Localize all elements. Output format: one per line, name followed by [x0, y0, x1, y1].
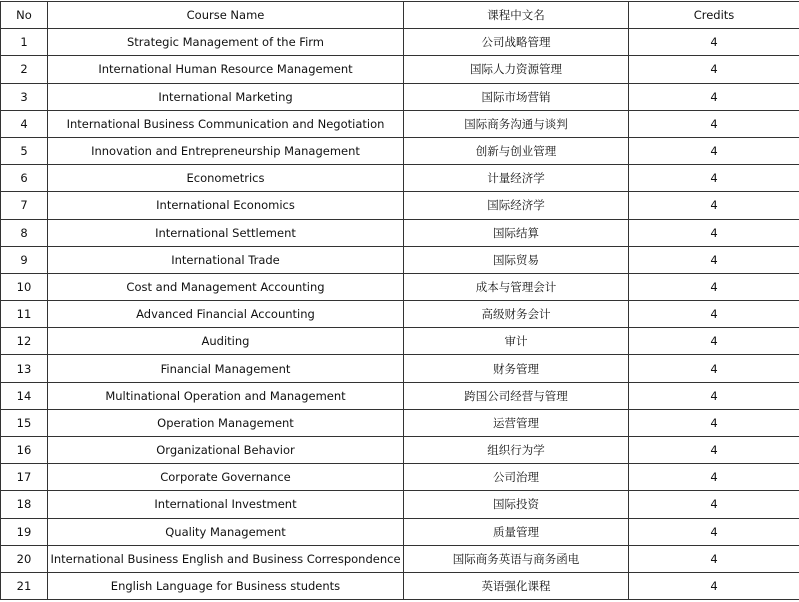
header-chinese-name: 课程中文名 [404, 2, 629, 29]
cell-credits: 4 [629, 301, 799, 328]
header-no: No [1, 2, 48, 29]
cell-chinese-name: 审计 [404, 328, 629, 355]
cell-credits: 4 [629, 165, 799, 192]
table-row [1, 56, 799, 83]
cell-course-name: Corporate Governance [48, 464, 404, 491]
cell-credits: 4 [629, 110, 799, 137]
cell-course-name: Cost and Management Accounting [48, 273, 404, 300]
table-row [1, 273, 799, 300]
cell-course-name: International Business Communication and Negotiation [48, 110, 404, 137]
cell-course-name: International Economics [48, 192, 404, 219]
cell-no: 2 [1, 56, 48, 83]
cell-course-name: English Language for Business students [48, 572, 404, 599]
cell-chinese-name: 质量管理 [404, 518, 629, 545]
cell-no: 17 [1, 464, 48, 491]
cell-credits: 4 [629, 137, 799, 164]
table-row [1, 409, 799, 436]
cell-no: 7 [1, 192, 48, 219]
table-row [1, 545, 799, 572]
cell-credits: 4 [629, 518, 799, 545]
cell-course-name: Organizational Behavior [48, 437, 404, 464]
header-credits: Credits [629, 2, 799, 29]
cell-no: 10 [1, 273, 48, 300]
cell-chinese-name: 国际市场营销 [404, 83, 629, 110]
table-row [1, 110, 799, 137]
cell-credits: 4 [629, 382, 799, 409]
cell-no: 14 [1, 382, 48, 409]
cell-no: 13 [1, 355, 48, 382]
table-row [1, 192, 799, 219]
cell-course-name: Financial Management [48, 355, 404, 382]
cell-course-name: International Business English and Business Correspondence [48, 545, 404, 572]
cell-no: 19 [1, 518, 48, 545]
cell-chinese-name: 跨国公司经营与管理 [404, 382, 629, 409]
cell-chinese-name: 计量经济学 [404, 165, 629, 192]
table-row [1, 328, 799, 355]
cell-no: 11 [1, 301, 48, 328]
cell-chinese-name: 国际商务英语与商务函电 [404, 545, 629, 572]
cell-credits: 4 [629, 83, 799, 110]
cell-credits: 4 [629, 246, 799, 273]
cell-no: 9 [1, 246, 48, 273]
cell-chinese-name: 财务管理 [404, 355, 629, 382]
course-table [0, 1, 799, 600]
cell-course-name: Advanced Financial Accounting [48, 301, 404, 328]
cell-credits: 4 [629, 56, 799, 83]
cell-chinese-name: 国际经济学 [404, 192, 629, 219]
cell-no: 5 [1, 137, 48, 164]
cell-chinese-name: 成本与管理会计 [404, 273, 629, 300]
cell-no: 1 [1, 29, 48, 56]
table-header [1, 2, 799, 29]
cell-chinese-name: 国际人力资源管理 [404, 56, 629, 83]
cell-no: 20 [1, 545, 48, 572]
cell-no: 3 [1, 83, 48, 110]
table-row [1, 382, 799, 409]
table-row [1, 83, 799, 110]
table-row [1, 572, 799, 599]
header-row [1, 2, 799, 29]
cell-course-name: Innovation and Entrepreneurship Management [48, 137, 404, 164]
cell-credits: 4 [629, 273, 799, 300]
table-row [1, 518, 799, 545]
cell-course-name: International Settlement [48, 219, 404, 246]
cell-credits: 4 [629, 328, 799, 355]
cell-no: 16 [1, 437, 48, 464]
cell-chinese-name: 组织行为学 [404, 437, 629, 464]
cell-credits: 4 [629, 491, 799, 518]
cell-credits: 4 [629, 572, 799, 599]
cell-credits: 4 [629, 545, 799, 572]
cell-chinese-name: 运营管理 [404, 409, 629, 436]
cell-chinese-name: 公司治理 [404, 464, 629, 491]
cell-chinese-name: 国际投资 [404, 491, 629, 518]
table-row [1, 301, 799, 328]
cell-course-name: International Human Resource Management [48, 56, 404, 83]
table-row [1, 355, 799, 382]
cell-course-name: Quality Management [48, 518, 404, 545]
table-row [1, 29, 799, 56]
cell-course-name: Econometrics [48, 165, 404, 192]
cell-course-name: Auditing [48, 328, 404, 355]
cell-chinese-name: 高级财务会计 [404, 301, 629, 328]
cell-no: 4 [1, 110, 48, 137]
cell-chinese-name: 公司战略管理 [404, 29, 629, 56]
table-row [1, 491, 799, 518]
table-body [1, 29, 799, 600]
cell-course-name: Operation Management [48, 409, 404, 436]
table-row [1, 464, 799, 491]
cell-chinese-name: 创新与创业管理 [404, 137, 629, 164]
table-row [1, 137, 799, 164]
cell-course-name: Strategic Management of the Firm [48, 29, 404, 56]
cell-course-name: Multinational Operation and Management [48, 382, 404, 409]
cell-credits: 4 [629, 464, 799, 491]
table-row [1, 219, 799, 246]
cell-course-name: International Investment [48, 491, 404, 518]
table-row [1, 246, 799, 273]
cell-credits: 4 [629, 355, 799, 382]
cell-no: 15 [1, 409, 48, 436]
table-row [1, 437, 799, 464]
table-row [1, 165, 799, 192]
cell-course-name: International Marketing [48, 83, 404, 110]
cell-no: 21 [1, 572, 48, 599]
header-course-name: Course Name [48, 2, 404, 29]
cell-credits: 4 [629, 219, 799, 246]
cell-no: 12 [1, 328, 48, 355]
cell-chinese-name: 英语强化课程 [404, 572, 629, 599]
cell-chinese-name: 国际贸易 [404, 246, 629, 273]
cell-credits: 4 [629, 29, 799, 56]
cell-no: 6 [1, 165, 48, 192]
cell-no: 18 [1, 491, 48, 518]
cell-chinese-name: 国际商务沟通与谈判 [404, 110, 629, 137]
cell-course-name: International Trade [48, 246, 404, 273]
cell-chinese-name: 国际结算 [404, 219, 629, 246]
cell-credits: 4 [629, 437, 799, 464]
cell-credits: 4 [629, 192, 799, 219]
cell-no: 8 [1, 219, 48, 246]
cell-credits: 4 [629, 409, 799, 436]
